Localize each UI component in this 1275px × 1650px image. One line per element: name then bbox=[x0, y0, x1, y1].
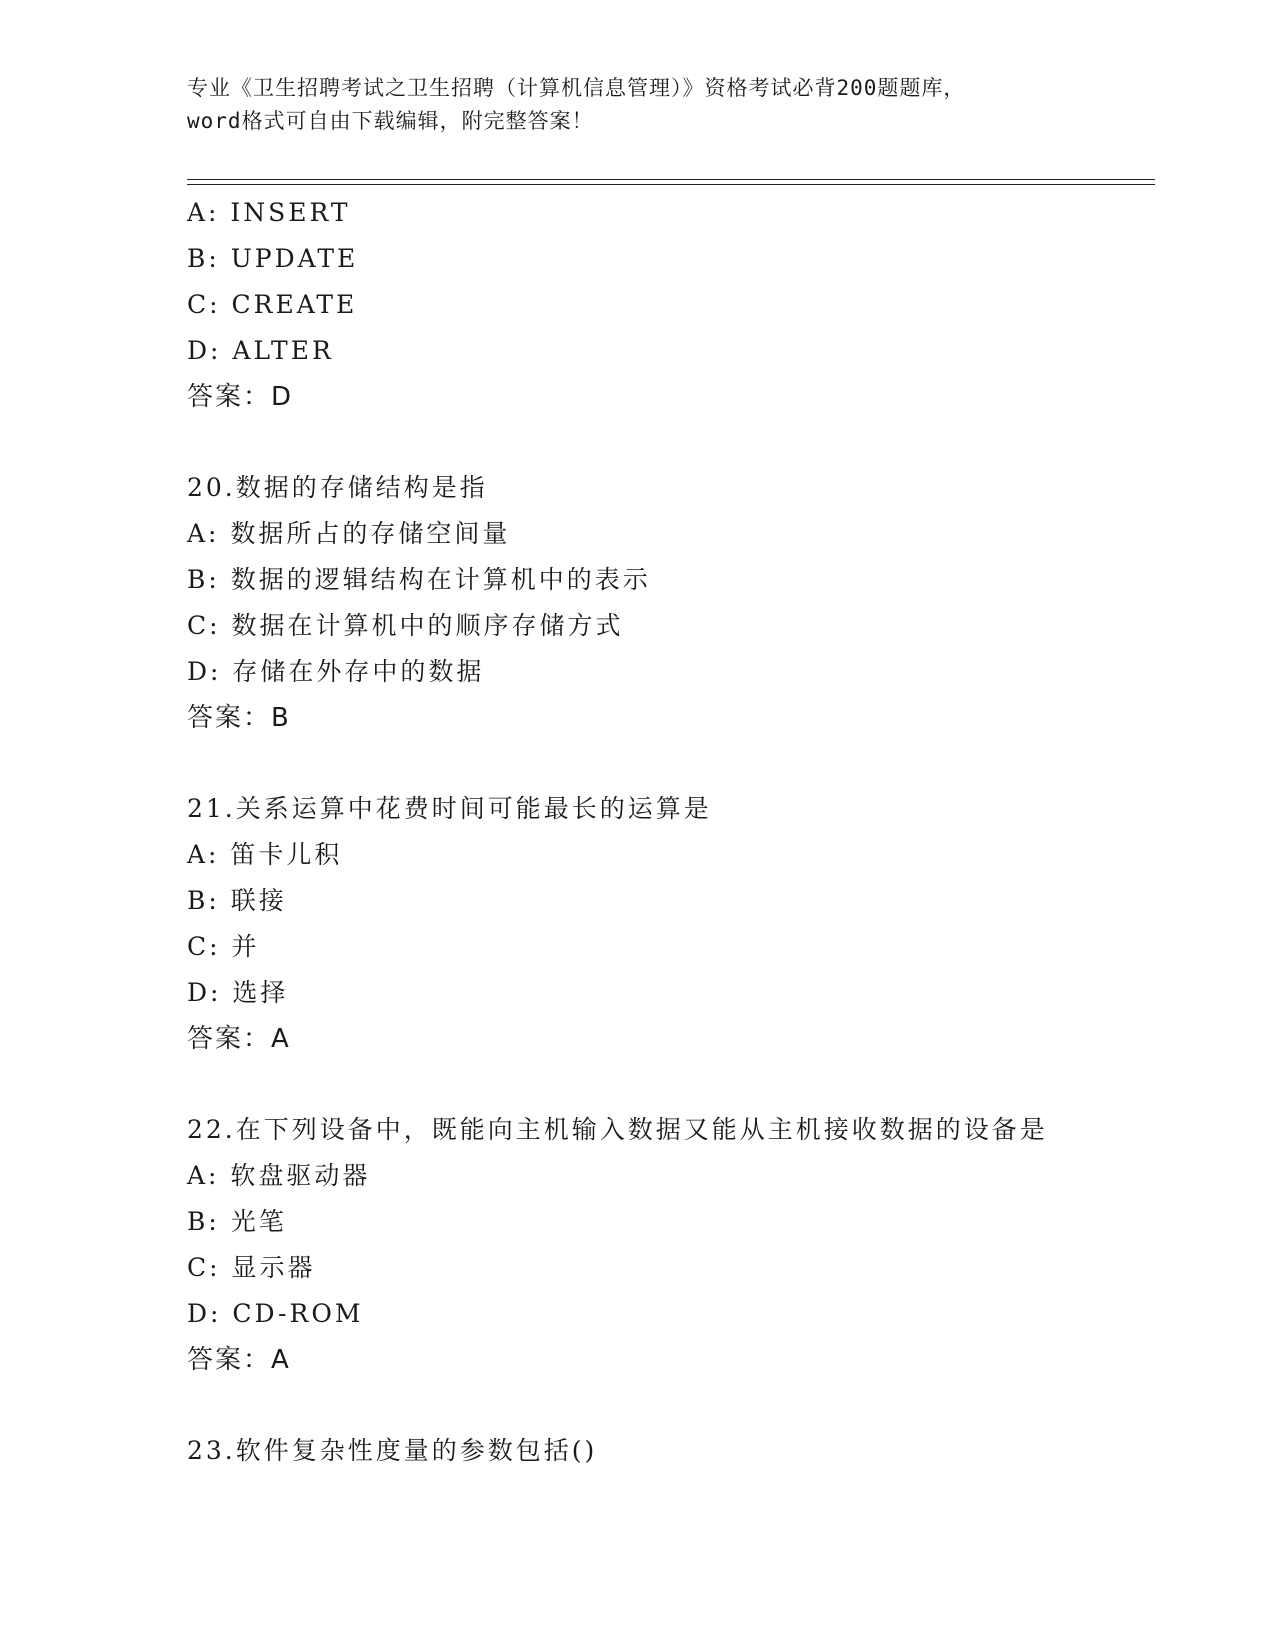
question-stem-20: 20.数据的存储结构是指 bbox=[187, 473, 488, 502]
option-a: A: INSERT bbox=[187, 198, 351, 227]
header-divider-top bbox=[187, 179, 1155, 180]
option-b: B: 联接 bbox=[187, 886, 287, 915]
answer-label: 答案：B bbox=[187, 703, 291, 733]
answer-label: 答案：D bbox=[187, 382, 294, 412]
spacer bbox=[187, 420, 1155, 465]
option-b: B: UPDATE bbox=[187, 244, 359, 273]
option-a: A: 软盘驱动器 bbox=[187, 1161, 371, 1190]
answer-label: 答案：A bbox=[187, 1345, 291, 1375]
option-c: C: CREATE bbox=[187, 290, 358, 319]
option-d: D: 选择 bbox=[187, 978, 289, 1007]
option-d: D: CD-ROM bbox=[187, 1299, 364, 1328]
spacer bbox=[187, 1383, 1155, 1428]
question-stem-22: 22.在下列设备中，既能向主机输入数据又能从主机接收数据的设备是 bbox=[187, 1115, 1048, 1144]
question-content bbox=[187, 190, 1155, 1474]
header-title-line-1: 专业《卫生招聘考试之卫生招聘（计算机信息管理）》资格考试必背200题题库， bbox=[187, 76, 966, 100]
header-title-line-2: word格式可自由下载编辑，附完整答案！ bbox=[187, 109, 594, 133]
option-a: A: 数据所占的存储空间量 bbox=[187, 519, 511, 548]
option-c: C: 显示器 bbox=[187, 1253, 316, 1282]
spacer bbox=[187, 741, 1155, 786]
option-c: C: 并 bbox=[187, 932, 260, 961]
option-d: D: 存储在外存中的数据 bbox=[187, 657, 485, 686]
option-b: B: 光笔 bbox=[187, 1207, 287, 1236]
option-b: B: 数据的逻辑结构在计算机中的表示 bbox=[187, 565, 651, 594]
question-stem-23: 23.软件复杂性度量的参数包括() bbox=[187, 1436, 598, 1465]
option-d: D: ALTER bbox=[187, 336, 334, 365]
option-c: C: 数据在计算机中的顺序存储方式 bbox=[187, 611, 624, 640]
option-a: A: 笛卡儿积 bbox=[187, 840, 343, 869]
header-divider-bottom bbox=[187, 184, 1155, 185]
spacer bbox=[187, 1062, 1155, 1107]
document-header bbox=[187, 72, 1087, 138]
answer-label: 答案：A bbox=[187, 1024, 291, 1054]
question-stem-21: 21.关系运算中花费时间可能最长的运算是 bbox=[187, 794, 712, 823]
